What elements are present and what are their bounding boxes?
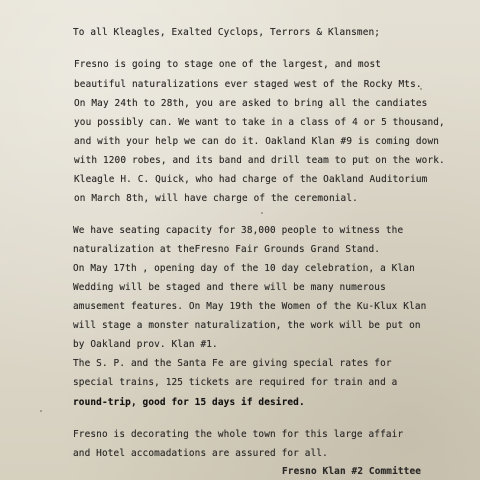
paragraph-3-line-1: The S. P. and the Santa Fe are giving special rates for [73,358,392,369]
paragraph-1-line-5: and with your help we can do it. Oakland Klan #9 is coming down [74,136,440,147]
paper-speck [40,410,42,412]
signature: Fresno Klan #2 Committee [282,466,422,477]
paragraph-1-line-3: On May 24th to 28th, you are asked to bring all the candiates [74,98,428,109]
paragraph-3-line-2: special trains, 125 tickets are required for train and a [73,377,398,388]
paragraph-2-line-4: Wedding will be staged and there will be many numerous [73,282,386,293]
paragraph-2-line-6: will stage a monster naturalization, the work will be put on [73,320,421,331]
paragraph-1-line-2: beautiful naturalizations ever staged west of the Rocky Mts. [74,79,422,90]
paper-speck [261,212,263,214]
paragraph-4-line-2: and Hotel accomadations are assured for all. [73,448,328,459]
paragraph-1-line-1: Fresno is going to stage one of the largest, and most [74,59,382,70]
paragraph-3-line-3: round-trip, good for 15 days if desired. [73,397,305,408]
salutation: To all Kleagles, Exalted Cyclops, Terrors & Klansmen; [73,27,381,38]
paragraph-2-line-1: We have seating capacity for 38,000 people to witness the [73,225,404,236]
paper-speck [420,88,422,90]
paragraph-1-line-8: on March 8th, will have charge of the ceremonial. [74,193,358,204]
paragraph-2-line-3: On May 17th , opening day of the 10 day celebration, a Klan [73,263,415,274]
paragraph-1-line-4: you possibly can. We want to take in a class of 4 or 5 thousand, [74,117,445,128]
paragraph-1-line-6: with 1200 robes, and its band and drill team to put on the work. [74,155,445,166]
paragraph-4-line-1: Fresno is decorating the whole town for this large affair [73,429,404,440]
paragraph-1-line-7: Kleagle H. C. Quick, who had charge of the Oakland Auditorium [74,174,428,185]
paragraph-2-line-7: by Oakland prov. Klan #1. [73,339,218,350]
paragraph-2-line-2: naturalization at theFresno Fair Grounds Grand Stand. [73,244,381,255]
paragraph-2-line-5: amusement features. On May 19th the Women of the Ku-Klux Klan [73,301,427,312]
